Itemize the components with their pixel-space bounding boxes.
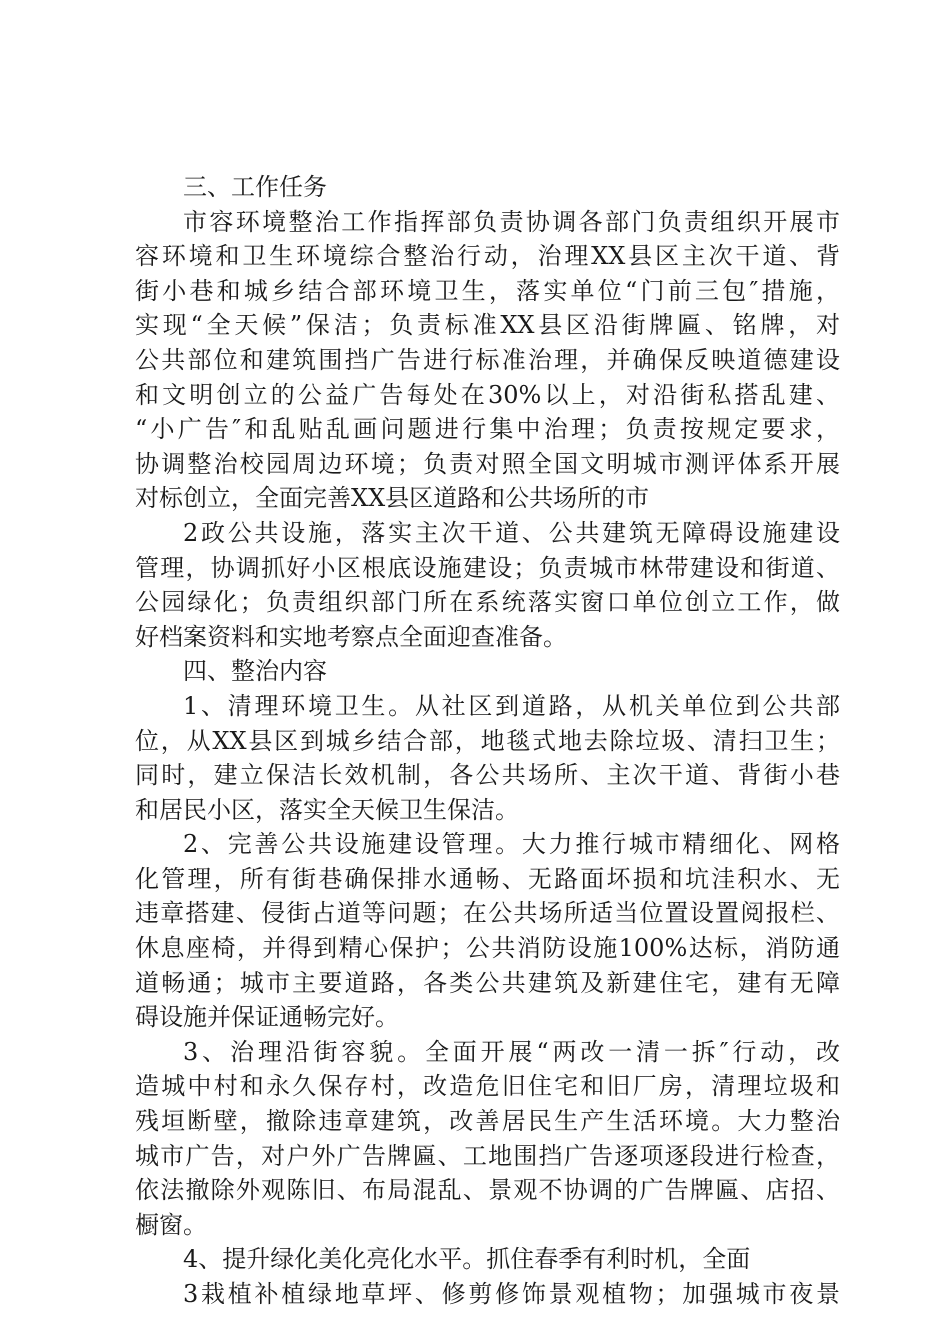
text-line: 和居民小区，落实全天候卫生保洁。 bbox=[135, 795, 519, 824]
text-line: 协调整治校园周边环境；负责对照全国文明城市测评体系开展 bbox=[135, 449, 840, 478]
text-line: 实现“全天候”保洁；负责标准XX县区沿街牌匾、铭牌，对 bbox=[135, 311, 840, 340]
document-body bbox=[135, 170, 840, 1312]
text-line: 道畅通；城市主要道路，各类公共建筑及新建住宅，建有无障 bbox=[135, 968, 840, 997]
text-line: 依法撤除外观陈旧、布局混乱、景观不协调的广告牌匾、店招、 bbox=[135, 1176, 840, 1205]
text-line: 公共部位和建筑围挡广告进行标准治理，并确保反映道德建设 bbox=[135, 345, 840, 374]
text-line: 城市广告，对户外广告牌匾、工地围挡广告逐项逐段进行检查， bbox=[135, 1141, 840, 1170]
text-line: 容环境和卫生环境综合整治行动，治理XX县区主次干道、背 bbox=[135, 242, 840, 271]
text-line: 3、治理沿街容貌。全面开展“两改一清一拆″行动，改 bbox=[183, 1037, 840, 1066]
text-line: 2政公共设施，落实主次干道、公共建筑无障碍设施建设 bbox=[183, 518, 840, 547]
text-line: 橱窗。 bbox=[135, 1210, 207, 1239]
text-line: 造城中村和永久保存村，改造危旧住宅和旧厂房，清理垃圾和 bbox=[135, 1072, 840, 1101]
text-line: 街小巷和城乡结合部环境卫生，落实单位“门前三包″措施， bbox=[135, 276, 840, 305]
text-line: 位，从XX县区到城乡结合部，地毯式地去除垃圾、清扫卫生； bbox=[135, 726, 840, 755]
text-line: 市容环境整治工作指挥部负责协调各部门负责组织开展市 bbox=[183, 207, 840, 236]
text-line: 碍设施并保证通畅完好。 bbox=[135, 1003, 399, 1032]
text-line: 残垣断壁，撤除违章建筑，改善居民生产生活环境。大力整治 bbox=[135, 1107, 840, 1136]
text-line: 化管理，所有街巷确保排水通畅、无路面坏损和坑洼积水、无 bbox=[135, 864, 840, 893]
text-line: 四、整治内容 bbox=[183, 657, 327, 686]
text-line: 公园绿化；负责组织部门所在系统落实窗口单位创立工作，做 bbox=[135, 588, 840, 617]
text-line: 和文明创立的公益广告每处在30%以上，对沿街私搭乱建、 bbox=[135, 380, 840, 409]
text-line: 1、清理环境卫生。从社区到道路，从机关单位到公共部 bbox=[183, 691, 840, 720]
text-line: 违章搭建、侵街占道等问题；在公共场所适当位置设置阅报栏、 bbox=[135, 899, 840, 928]
text-line: 2、完善公共设施建设管理。大力推行城市精细化、网格 bbox=[183, 830, 840, 859]
text-line: 休息座椅，并得到精心保护；公共消防设施100%达标，消防通 bbox=[135, 934, 840, 963]
text-line: 三、工作任务 bbox=[183, 173, 327, 201]
text-line: 3栽植补植绿地草坪、修剪修饰景观植物；加强城市夜景 bbox=[183, 1280, 840, 1308]
text-line: 对标创立，全面完善XX县区道路和公共场所的市 bbox=[135, 484, 650, 513]
text-line: “小广告″和乱贴乱画问题进行集中治理；负责按规定要求， bbox=[135, 415, 840, 444]
text-line: 管理，协调抓好小区根底设施建设；负责城市林带建设和街道、 bbox=[135, 553, 840, 582]
text-line: 好档案资料和实地考察点全面迎查准备。 bbox=[135, 622, 567, 651]
text-line: 同时，建立保洁长效机制，各公共场所、主次干道、背街小巷 bbox=[135, 761, 840, 790]
text-line: 4、提升绿化美化亮化水平。抓住春季有利时机，全面 bbox=[183, 1245, 751, 1274]
